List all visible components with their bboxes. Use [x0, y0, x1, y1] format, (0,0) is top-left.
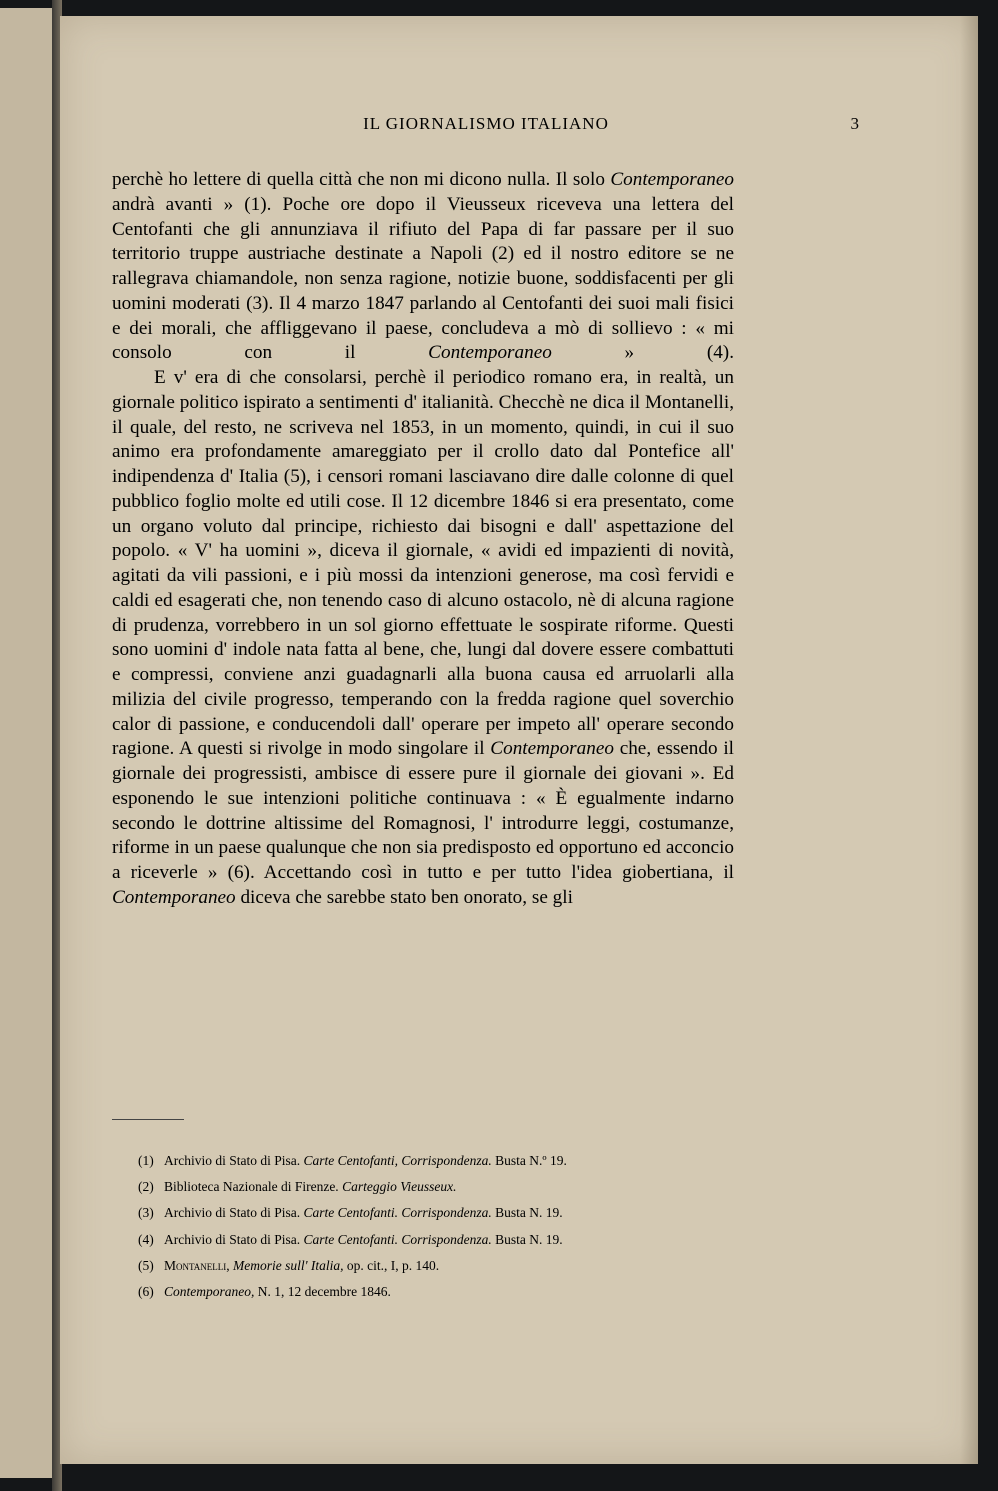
footnote-number: (3): [138, 1205, 154, 1221]
paragraph-1: [112, 168, 734, 366]
text-run: ,: [226, 1257, 234, 1273]
page-header: [112, 114, 860, 140]
text-run: Biblioteca Nazionale di Firenze.: [164, 1179, 343, 1195]
body-text: [112, 168, 734, 911]
footnote-number: (2): [138, 1179, 154, 1195]
text-run: andrà avanti » (1). Poche ore dopo il Vieusseux riceveva una lettera del Centofanti che gli annunziava il rifiuto del Papa di far passare per il suo territorio truppe austriache destinate a Napoli (2) ed il nostro editore se ne rallegrava chiamandole, non senza ragione, notizie buone, soddisfacenti per gli uomini moderati (3). Il 4 marzo 1847 parlando al Centofanti dei suoi mali fisici e dei morali, che affliggevano il paese, concludeva a mò di sollievo : « mi consolo con il: [112, 193, 734, 364]
italic-run: Carteggio Vieusseux.: [342, 1179, 457, 1195]
text-run: N. 1, 12 decembre 1846.: [254, 1284, 391, 1300]
paragraph-2: [112, 366, 734, 911]
text-run: che, essendo il giornale dei progressisti, ambisce di essere pure il giornale dei giovani ». Ed esponendo le sue intenzioni politiche continuava : « È egualmente indarno secondo le dottrine altissime del Romagnosi, l' introdurre leggi, costumanze, riforme in un paese qualunque che non sia predisposto ed opportuno ed acconcio a riceverle » (6). Accettando così in tutto e per tutto l'idea giobertiana, il: [112, 738, 734, 883]
text-run: perchè ho lettere di quella città che non mi dicono nulla. Il solo: [112, 169, 611, 190]
text-run: Archivio di Stato di Pisa.: [164, 1205, 304, 1221]
text-run: op. cit., I, p. 140.: [343, 1257, 440, 1273]
footnote-rule: [112, 1119, 184, 1120]
italic-run: Memorie sull' Italia,: [233, 1257, 344, 1273]
text-run: Busta N. 19.: [491, 1205, 563, 1221]
italic-run: Contemporaneo: [428, 342, 552, 364]
text-run: Archivio di Stato di Pisa.: [164, 1153, 304, 1168]
text-run: E v' era di che consolarsi, perchè il periodico romano era, in realtà, un giornale politico ispirato a sentimenti d' italianità. Checchè ne dica il Montanelli, il quale, del resto, ne scriveva nel 1853, in un momento, quindi, in cui il suo animo era profondamente amareggiato per il crollo dato dal Pontefice all' indipendenza d' Italia (5), i censori romani lasciavano dire dalle colonne di quel pubblico foglio molte ed utili cose. Il 12 dicembre 1846 si era presentato, come un organo voluto dal principe, richiesto dai bisogni e dall' aspettazione del popolo. « V' ha uomini », diceva il giornale, « avidi ed impazienti di novità, agitati da vili passioni, e i più mossi da intenzioni generose, ma così fervidi e caldi ed esagerati che, non tenendo caso di alcuno ostacolo, nè di alcuna ragione di prudenza, vorrebbero in un sol giorno effettuate le sospirate riforme. Questi sono uomini d' indole nata fatta al bene, che, lungi dal dovere essere combattuti e compressi, conviene anzi guadagnarli alla buona causa ed arruolarli alla milizia del civile progresso, temperando con la fredda ragione quel soverchio calor di passione, e conducendoli dall' operare per impeto all' operare secondo ragione. A questi si rivolge in modo singolare il: [112, 367, 734, 760]
text-run: » (4).: [551, 342, 734, 364]
italic-run: Carte Centofanti, Corrispondenza.: [303, 1153, 492, 1168]
italic-run: Contemporaneo: [112, 886, 236, 908]
previous-page-edge: [0, 8, 53, 1478]
footnote-2: [138, 1174, 738, 1200]
text-run: Archivio di Stato di Pisa.: [164, 1231, 304, 1247]
footnote-5: [138, 1253, 738, 1279]
smallcaps-run: Montanelli: [164, 1257, 227, 1273]
italic-run: Carte Centofanti. Corrispondenza.: [303, 1231, 492, 1247]
footnote-number: (1): [138, 1153, 154, 1168]
footnotes: [138, 1148, 738, 1305]
footnote-6: [138, 1279, 738, 1305]
footnote-number: (6): [138, 1284, 154, 1300]
text-run: diceva che sarebbe stato ben onorato, se gli: [235, 886, 573, 908]
text-run: Busta N. 19.: [491, 1231, 563, 1247]
page-edge-shadow: [960, 16, 978, 1464]
italic-run: Contemporaneo: [490, 738, 614, 760]
page-number: 3: [850, 114, 860, 133]
footnote-number: (5): [138, 1257, 154, 1273]
footnote-3: [138, 1200, 738, 1226]
footnote-1: [138, 1148, 738, 1174]
running-head: IL GIORNALISMO ITALIANO: [363, 114, 609, 133]
italic-run: Contemporaneo,: [164, 1284, 255, 1300]
italic-run: Carte Centofanti. Corrispondenza.: [303, 1205, 492, 1221]
footnote-4: [138, 1227, 738, 1253]
text-run: Busta N.º 19.: [491, 1153, 567, 1168]
footnote-number: (4): [138, 1231, 154, 1247]
italic-run: Contemporaneo: [610, 169, 734, 190]
